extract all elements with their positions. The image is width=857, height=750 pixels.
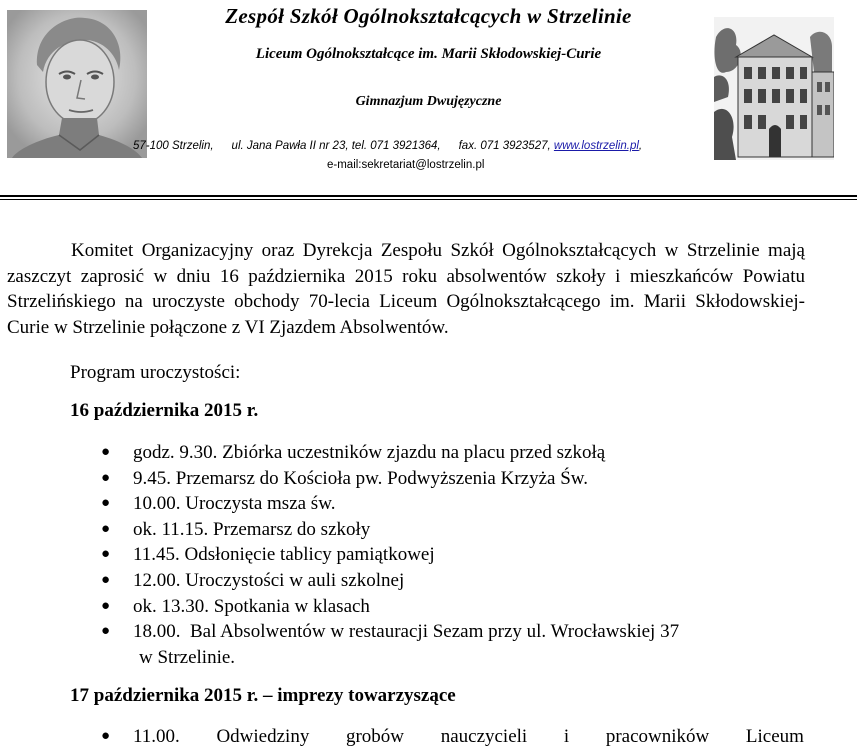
list-item-text: 10.00. Uroczysta msza św. xyxy=(133,493,336,515)
program-label: Program uroczystości: xyxy=(70,362,241,383)
list-item-text: 9.45. Przemarsz do Kościoła pw. Podwyższenia Krzyża Św. xyxy=(133,467,588,489)
bullet-icon: ● xyxy=(101,728,111,744)
list-item xyxy=(0,594,857,620)
list-item-text: 12.00. Uroczystości w auli szkolnej xyxy=(133,569,405,591)
list-item xyxy=(0,568,857,594)
bullet-icon: ● xyxy=(101,444,111,460)
list-item-text: 18.00. Bal Absolwentów w restauracji Sezam przy ul. Wrocławskiej 37 xyxy=(133,621,680,643)
word: i xyxy=(563,726,570,747)
list-item-text xyxy=(133,724,804,750)
bullet-icon: ● xyxy=(101,571,111,588)
word: grobów xyxy=(345,726,405,747)
address: 57-100 Strzelin, xyxy=(133,140,214,152)
bullet-icon: ● xyxy=(101,623,111,640)
bullet-icon: ● xyxy=(101,495,111,512)
bullet-icon: ● xyxy=(101,546,111,563)
list-item-continuation: w Strzelinie. xyxy=(139,646,236,668)
header-rule-thin xyxy=(0,199,857,200)
list-item-text: 11.45. Odsłonięcie tablicy pamiątkowej xyxy=(133,544,435,566)
bullet-icon: ● xyxy=(101,520,111,537)
website-link[interactable]: www.lostrzelin.pl xyxy=(553,140,639,152)
word: nauczycieli xyxy=(440,726,528,747)
list-item-text: ok. 13.30. Spotkania w klasach xyxy=(133,595,370,617)
school-name-text: Zespół Szkół Ogólnokształcących w Strzelinie xyxy=(225,4,632,28)
word: pracowników xyxy=(605,726,710,747)
day1-heading: 16 października 2015 r. xyxy=(70,400,259,421)
list-item xyxy=(0,440,857,466)
contact-line xyxy=(133,140,642,152)
word: 11.00. xyxy=(133,726,180,747)
list-item xyxy=(0,619,857,670)
list-item-text: ok. 11.15. Przemarsz do szkoły xyxy=(133,518,371,540)
day1-program-list xyxy=(0,440,857,670)
list-item-text: godz. 9.30. Zbiórka uczestników zjazdu na placu przed szkołą xyxy=(133,442,606,463)
fax: fax. 071 3923527, xyxy=(458,140,551,152)
header-rule-thick xyxy=(0,195,857,197)
word: Odwiedziny xyxy=(216,726,310,747)
list-item xyxy=(0,542,857,568)
list-item xyxy=(0,724,857,750)
lyceum-name: Liceum Ogólnokształcące im. Marii Skłodowskiej-Curie xyxy=(255,46,602,62)
word: Liceum xyxy=(745,726,804,747)
letter-body xyxy=(7,238,805,340)
website-suffix: , xyxy=(638,140,643,152)
school-building-sketch-icon xyxy=(714,17,834,160)
email-line: e-mail:sekretariat@lostrzelin.pl xyxy=(327,159,485,171)
portrait-engraving-icon xyxy=(7,10,147,158)
list-item xyxy=(0,491,857,517)
day2-heading: 17 października 2015 r. – imprezy towarzyszące xyxy=(70,685,456,706)
day2-program-list xyxy=(0,724,857,750)
letterhead xyxy=(0,0,857,200)
bullet-icon: ● xyxy=(101,469,111,486)
street-phone: ul. Jana Pawła II nr 23, tel. 071 3921364, xyxy=(231,140,441,152)
gymnasium-name: Gimnazjum Dwujęzyczne xyxy=(355,94,502,109)
intro-paragraph: Komitet Organizacyjny oraz Dyrekcja Zespołu Szkół Ogólnokształcących w Strzelinie mają zaszczyt zaprosić w dniu 16 października 2015 roku absolwentów szkoły i mieszkańców Powiatu Strzelińskiego na uroczyste obchody 70-lecia Liceum Ogólnokształcącego im. Marii Skłodowskiej-Curie w Strzelinie połączone z VI Zjazdem Absolwentów. xyxy=(7,240,805,338)
list-item xyxy=(0,466,857,492)
list-item xyxy=(0,517,857,543)
bullet-icon: ● xyxy=(101,597,111,614)
